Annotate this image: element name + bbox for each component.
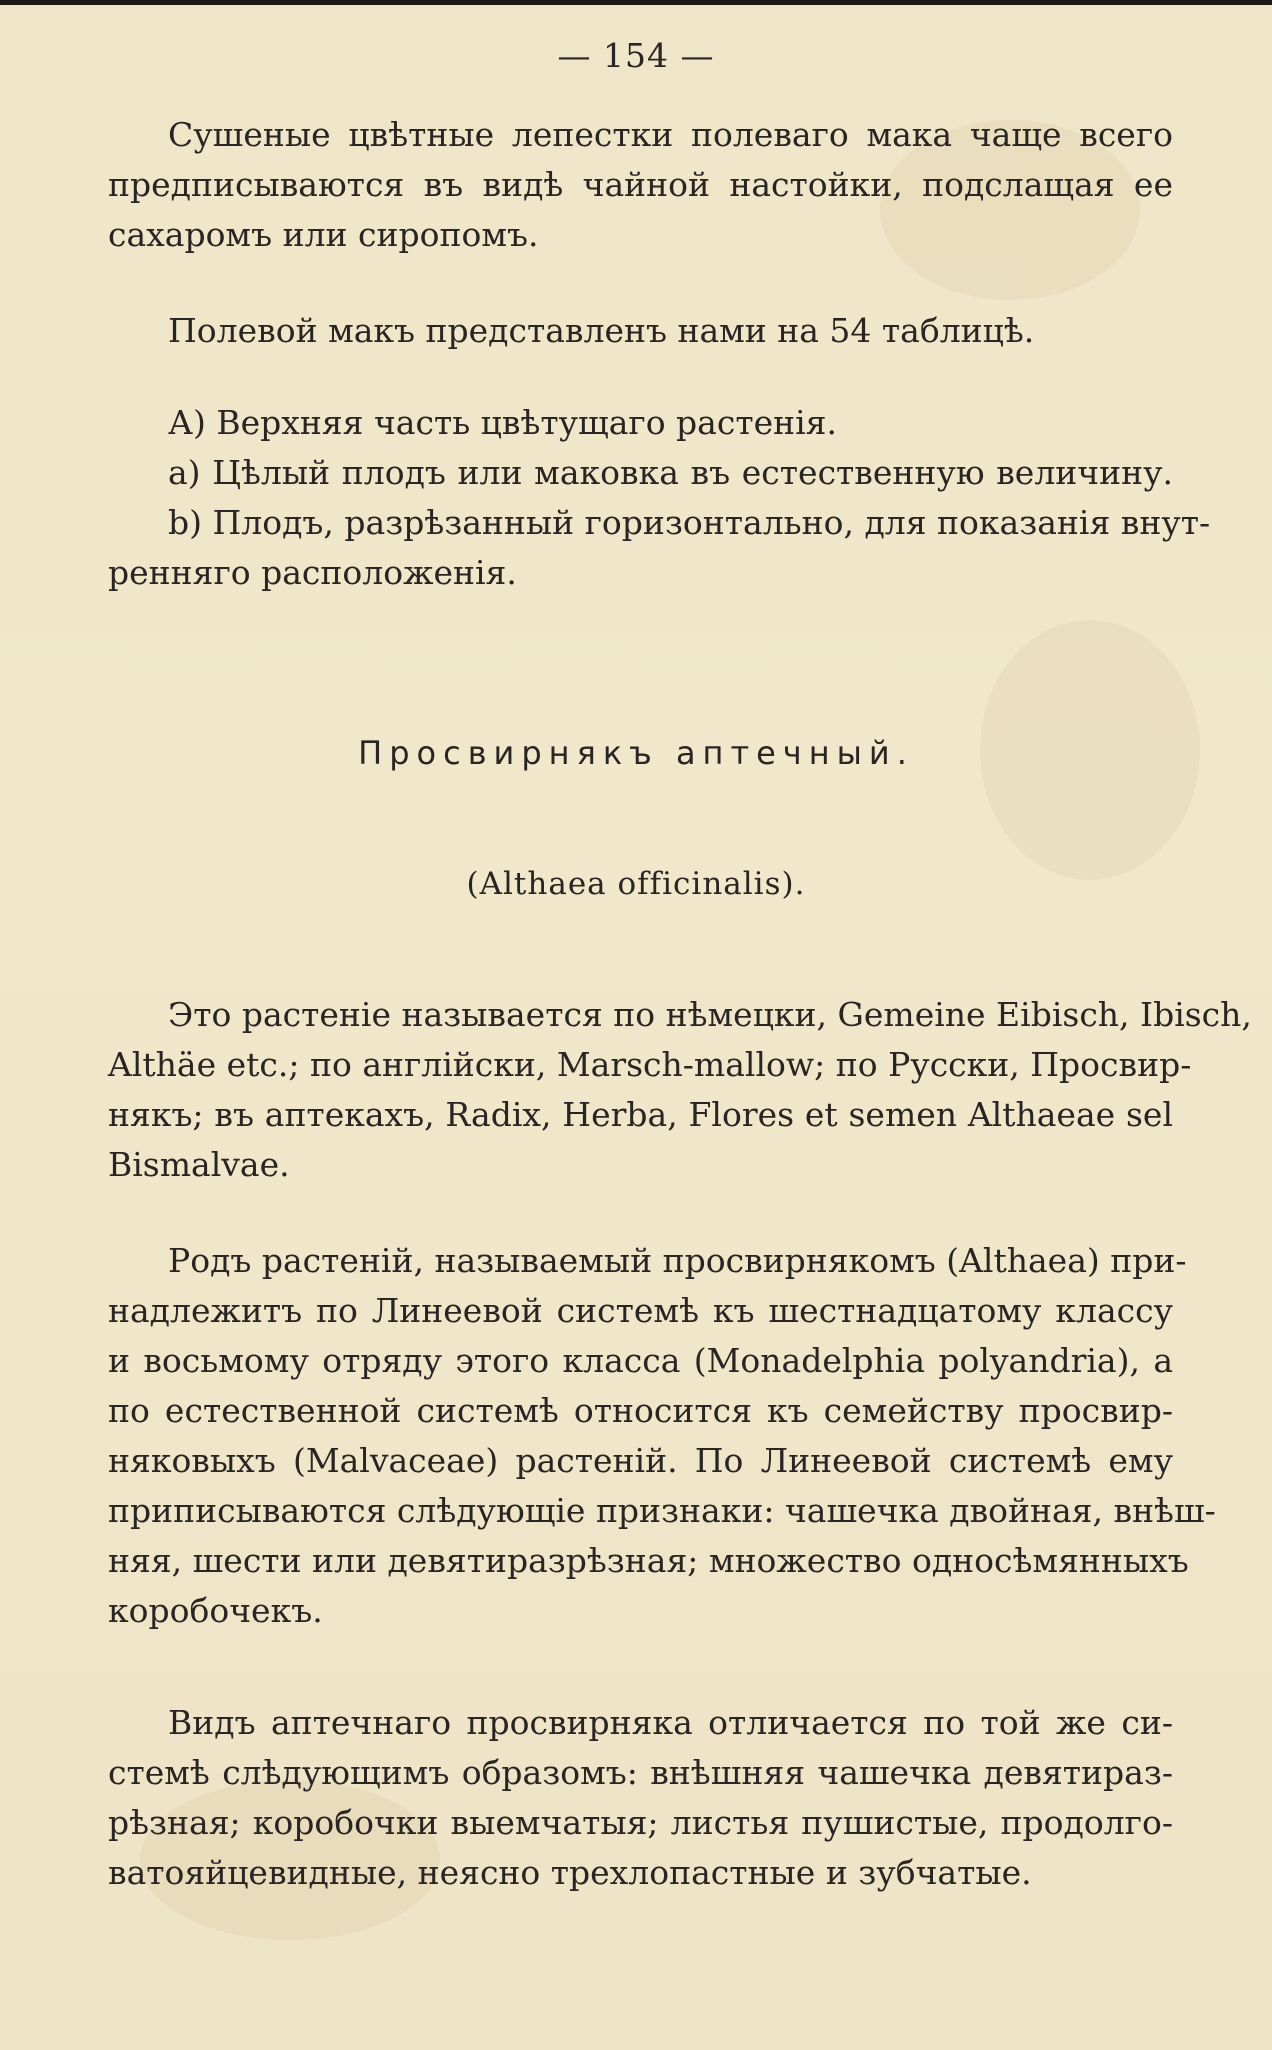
paragraph-poppy-usage xyxy=(108,110,1173,260)
text-line: Althäe etc.; по англійски, Marsch-mallow; по Русски, Просвир- xyxy=(108,1045,1192,1084)
latin-name: (Althaea officinalis). xyxy=(466,866,806,902)
paragraph-table-reference xyxy=(108,306,1173,356)
text-line: Это растеніе называется по нѣмецки, Gemeine Eibisch, Ibisch, xyxy=(168,995,1252,1034)
paragraph-species xyxy=(108,1698,1173,1898)
text-line: Родъ растеній, называемый просвирнякомъ (Althaea) при- xyxy=(168,1241,1187,1280)
text-line: приписываются слѣдующіе признаки: чашечка двойная, внѣш- xyxy=(108,1491,1216,1530)
page-number: — 154 — xyxy=(557,36,715,75)
text-line: стемѣ слѣдующимъ образомъ: внѣшняя чашечка девятираз- xyxy=(108,1753,1173,1792)
legend-item-b-continued: ренняго расположенія. xyxy=(108,553,517,592)
paragraph-genus xyxy=(108,1236,1216,1636)
text-line: по естественной системѣ относится къ семейству просвир- xyxy=(108,1391,1173,1430)
text-line: сахаромъ или сиропомъ. xyxy=(108,215,539,254)
section-heading: Просвирнякъ аптечный. xyxy=(358,734,914,772)
text-line: и восьмому отряду этого класса (Monadelphia polyandria), а xyxy=(108,1341,1173,1380)
text-line: рѣзная; коробочки выемчатыя; листья пушистые, продолго- xyxy=(108,1803,1173,1842)
text-line: Видъ аптечнаго просвирняка отличается по той же си- xyxy=(168,1703,1173,1742)
text-line: Полевой макъ представленъ нами на 54 таблицѣ. xyxy=(168,311,1035,350)
text-line: Bismalvae. xyxy=(108,1145,290,1184)
text-line: няковыхъ (Malvaceae) растеній. По Линеевой системѣ ему xyxy=(108,1441,1173,1480)
text-line: няя, шести или девятиразрѣзная; множество односѣмянныхъ xyxy=(108,1541,1189,1580)
paragraph-names xyxy=(108,990,1252,1190)
page-top-edge xyxy=(0,0,1272,5)
legend-item-a-upper: А) Верхняя часть цвѣтущаго растенія. xyxy=(168,403,837,442)
text-line: надлежитъ по Линеевой системѣ къ шестнадцатому классу xyxy=(108,1291,1173,1330)
text-line: коробочекъ. xyxy=(108,1591,323,1630)
legend-item-a-lower: а) Цѣлый плодъ или маковка въ естественную величину. xyxy=(168,453,1173,492)
text-line: ватояйцевидные, неясно трехлопастные и зубчатые. xyxy=(108,1853,1032,1892)
text-line: някъ; въ аптекахъ, Radix, Herba, Flores et semen Althaeae sel xyxy=(108,1095,1173,1134)
figure-legend xyxy=(108,398,1211,598)
text-line: предписываются въ видѣ чайной настойки, подслащая ее xyxy=(108,165,1173,204)
text-line: Сушеные цвѣтные лепестки полеваго мака чаще всего xyxy=(168,115,1173,154)
legend-item-b: b) Плодъ, разрѣзанный горизонтально, для показанія внут- xyxy=(168,503,1211,542)
